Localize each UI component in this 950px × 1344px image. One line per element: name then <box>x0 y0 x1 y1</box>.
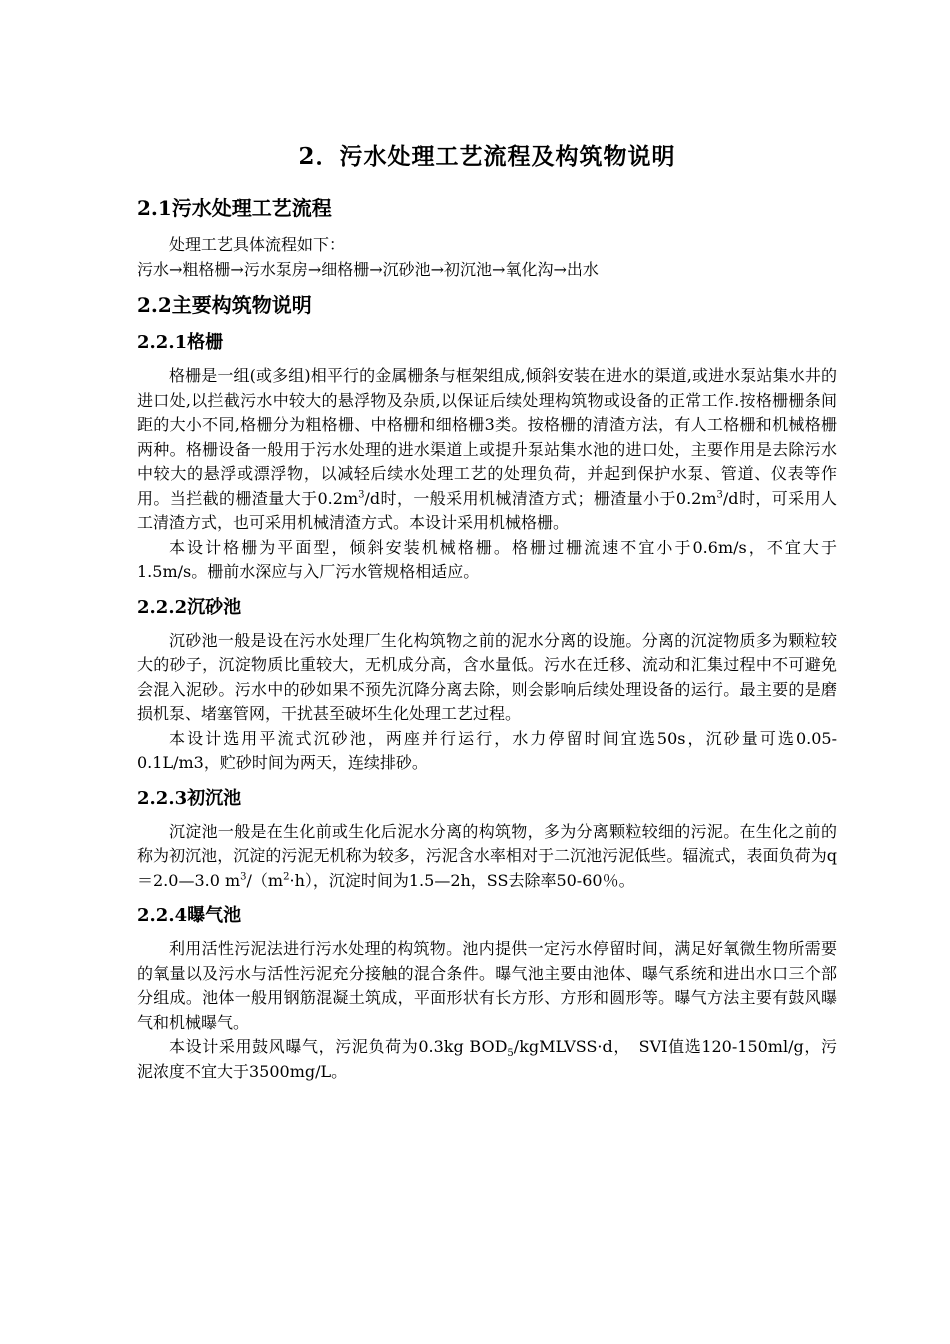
section-heading-2-2-3: 2.2.3初沉池 <box>137 787 242 809</box>
section-2-1-body <box>137 233 837 282</box>
text-run: /d时，一般采用机械清渣方式；栅渣量小于0.2m <box>364 488 717 508</box>
paragraph: 沉砂池一般是设在污水处理厂生化构筑物之前的泥水分离的设施。分离的沉淀物质多为颗粒较大的砂子，沉淀物质比重较大，无机成分高，含水量低。污水在迁移、流动和汇集过程中不可避免会混入泥砂。污水中的砂如果不预先沉降分离去除，则会影响后续处理设备的运行。最主要的是磨损机泵、堵塞管网，干扰甚至破坏生化处理工艺过程。 <box>137 630 837 723</box>
paragraph: 处理工艺具体流程如下： <box>169 235 346 254</box>
text-run: /kgMLVSS·d， SVI值选120-150ml/g，污泥浓度不宜大于3500mg/L。 <box>137 1037 837 1081</box>
text-run: 格栅是一组(或多组)相平行的金属栅条与框架组成,倾斜安装在进水的渠道,或进水泵站集水井的进口处,以拦截污水中较大的悬浮物及杂质,以保证后续处理构筑物或设备的正常工作.按格栅栅条间距的大小不同,格栅分为粗格栅、中格栅和细格栅3类。按格栅的清渣方法，有人工格栅和机械格栅两种。格栅设备一般用于污水处理的进水渠道上或提升泵站集水池的进口处，主要作用是去除污水中较大的悬浮或漂浮物，以减轻后续水处理工艺的处理负荷，并起到保护水泵、管道、仪表等作用。当拦截的栅渣量大于0.2m <box>137 366 837 508</box>
section-heading-2-2-1: 2.2.1格栅 <box>137 332 224 353</box>
paragraph: 本设计格栅为平面型，倾斜安装机械格栅。格栅过栅流速不宜小于0.6m/s，不宜大于1.5m/s。栅前水深应与入厂污水管规格相适应。 <box>137 537 837 581</box>
text-run: 沉淀池一般是在生化前或生化后泥水分离的构筑物，多为分离颗粒较细的污泥。在生化之前的称为初沉池，沉淀的污泥无机称为较多，污泥含水率相对于二沉池污泥低些。辐流式，表面负荷为q＝2.0—3.0 m <box>137 821 837 890</box>
section-2-2-4-body <box>137 937 837 1084</box>
paragraph <box>137 1035 837 1084</box>
paragraph <box>137 820 837 894</box>
section-heading-2-1: 2.1污水处理工艺流程 <box>137 196 332 220</box>
subscript: 5 <box>507 1048 514 1060</box>
section-heading-2-2: 2.2主要构筑物说明 <box>137 293 312 317</box>
section-heading-2-2-4: 2.2.4曝气池 <box>137 905 242 926</box>
text-run: /（m <box>246 870 284 890</box>
section-2-2-2-body <box>137 629 837 776</box>
superscript: 2 <box>283 871 290 883</box>
superscript: 3 <box>358 489 365 501</box>
process-flow-line: 污水→粗格栅→污水泵房→细格栅→沉砂池→初沉池→氧化沟→出水 <box>137 259 599 279</box>
paragraph: 利用活性污泥法进行污水处理的构筑物。池内提供一定污水停留时间，满足好氧微生物所需要的氧量以及污水与活性污泥充分接触的混合条件。曝气池主要由池体、曝气系统和进出水口三个部分组成。池体一般用钢筋混凝土筑成，平面形状有长方形、方形和圆形等。曝气方法主要有鼓风曝气和机械曝气。 <box>137 939 837 1032</box>
chapter-title: 2．污水处理工艺流程及构筑物说明 <box>298 143 676 170</box>
section-2-2-3-body <box>137 820 837 894</box>
text-run: /d时，可采用人工清渣方式，也可采用机械清渣方式。本设计采用机械格栅。 <box>137 488 837 532</box>
document-body <box>137 138 837 1092</box>
text-run: ·h），沉淀时间为1.5—2h，SS去除率50-60％。 <box>289 870 635 890</box>
section-heading-2-2-2: 2.2.2沉砂池 <box>137 596 242 618</box>
text-run: 本设计采用鼓风曝气，污泥负荷为0.3kg BOD <box>169 1037 508 1056</box>
paragraph <box>137 364 837 536</box>
section-2-2-1-body <box>137 364 837 585</box>
superscript: 3 <box>716 489 723 501</box>
paragraph: 本设计选用平流式沉砂池，两座并行运行，水力停留时间宜选50s，沉砂量可选0.05-0.1L/m3，贮砂时间为两天，连续排砂。 <box>137 728 837 772</box>
superscript: 3 <box>240 871 247 883</box>
